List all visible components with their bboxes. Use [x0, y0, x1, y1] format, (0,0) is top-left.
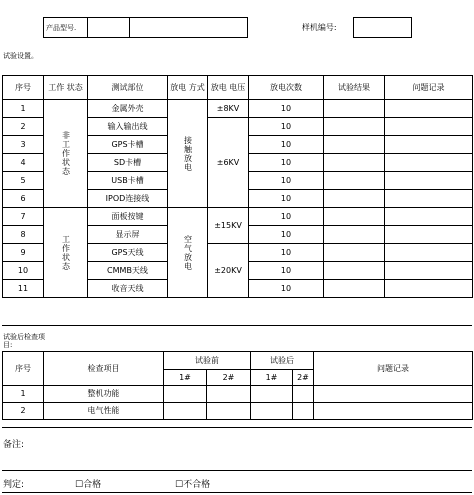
col2-before: 试验前 [164, 352, 251, 370]
check-cell[interactable] [207, 403, 251, 420]
row-count: 10 [249, 100, 324, 118]
row-result[interactable] [324, 262, 385, 280]
col-state: 工作 状态 [44, 76, 88, 100]
row-count: 10 [249, 280, 324, 298]
row-no: 8 [3, 226, 44, 244]
check-record[interactable] [314, 403, 473, 420]
product-model-value[interactable] [88, 18, 130, 38]
row-count: 10 [249, 244, 324, 262]
check-record[interactable] [314, 386, 473, 403]
col2-after: 试验后 [251, 352, 314, 370]
row-count: 10 [249, 136, 324, 154]
row-part: 收音天线 [88, 280, 168, 298]
row-result[interactable] [324, 118, 385, 136]
row-part: IPOD连接线 [88, 190, 168, 208]
row-result[interactable] [324, 226, 385, 244]
row-no: 7 [3, 208, 44, 226]
row-part: SD卡槽 [88, 154, 168, 172]
voltage-20kv: ±20KV [208, 244, 249, 298]
col-part: 测试部位 [88, 76, 168, 100]
check-cell[interactable] [251, 386, 293, 403]
row-no: 6 [3, 190, 44, 208]
row-result[interactable] [324, 280, 385, 298]
col2-record: 问题记录 [314, 352, 473, 386]
row-record[interactable] [385, 100, 473, 118]
voltage-15kv: ±15KV [208, 208, 249, 244]
before-2: 2# [207, 370, 251, 386]
check-no: 2 [3, 403, 44, 420]
row-part: GPS天线 [88, 244, 168, 262]
check-cell[interactable] [164, 386, 207, 403]
check-cell[interactable] [207, 386, 251, 403]
after-1: 1# [251, 370, 293, 386]
row-record[interactable] [385, 154, 473, 172]
test-table [2, 75, 473, 298]
col-voltage: 放电 电压 [208, 76, 249, 100]
row-record[interactable] [385, 136, 473, 154]
sample-no-label: 样机编号: [301, 22, 337, 32]
col-record: 问题记录 [385, 76, 473, 100]
row-count: 10 [249, 118, 324, 136]
row-record[interactable] [385, 262, 473, 280]
col-no: 序号 [3, 76, 44, 100]
row-count: 10 [249, 172, 324, 190]
divider [2, 470, 472, 471]
col-result: 试验结果 [324, 76, 385, 100]
row-record[interactable] [385, 172, 473, 190]
check-cell[interactable] [293, 386, 314, 403]
method-contact: 接触放电 [183, 135, 193, 172]
section2-title: 试验后检查项目: [3, 333, 45, 349]
row-part: USB卡槽 [88, 172, 168, 190]
row-no: 3 [3, 136, 44, 154]
row-part: 金属外壳 [88, 100, 168, 118]
row-count: 10 [249, 262, 324, 280]
row-result[interactable] [324, 190, 385, 208]
divider [2, 427, 472, 428]
row-no: 5 [3, 172, 44, 190]
before-1: 1# [164, 370, 207, 386]
section1-title: 试验设置。 [3, 52, 38, 60]
remarks-label: 备注: [3, 440, 25, 450]
row-count: 10 [249, 190, 324, 208]
divider [2, 492, 472, 493]
row-record[interactable] [385, 280, 473, 298]
row-part: GPS卡槽 [88, 136, 168, 154]
verdict-label: 判定: [3, 480, 25, 490]
row-no: 9 [3, 244, 44, 262]
check-cell[interactable] [164, 403, 207, 420]
row-no: 4 [3, 154, 44, 172]
col-count: 放电次数 [249, 76, 324, 100]
row-count: 10 [249, 208, 324, 226]
col2-item: 检查项目 [44, 352, 164, 386]
check-item: 电气性能 [44, 403, 164, 420]
row-no: 1 [3, 100, 44, 118]
row-result[interactable] [324, 208, 385, 226]
row-no: 2 [3, 118, 44, 136]
row-record[interactable] [385, 118, 473, 136]
pass-checkbox[interactable]: ☐合格 [75, 480, 102, 490]
check-cell[interactable] [251, 403, 293, 420]
row-result[interactable] [324, 100, 385, 118]
fail-checkbox[interactable]: ☐不合格 [175, 480, 211, 490]
row-part: 面板按键 [88, 208, 168, 226]
row-part: 输入输出线 [88, 118, 168, 136]
row-record[interactable] [385, 208, 473, 226]
check-item: 整机功能 [44, 386, 164, 403]
row-record[interactable] [385, 190, 473, 208]
row-no: 11 [3, 280, 44, 298]
row-result[interactable] [324, 172, 385, 190]
header-table [43, 17, 412, 38]
check-table [2, 351, 473, 420]
divider [2, 325, 472, 326]
row-part: CMMB天线 [88, 262, 168, 280]
after-2: 2# [293, 370, 314, 386]
method-air: 空气放电 [183, 234, 193, 271]
col-method: 放电 方式 [168, 76, 208, 100]
row-result[interactable] [324, 136, 385, 154]
product-model-label: 产品型号. [44, 18, 88, 38]
row-count: 10 [249, 154, 324, 172]
row-record[interactable] [385, 244, 473, 262]
row-part: 显示屏 [88, 226, 168, 244]
col2-no: 序号 [3, 352, 44, 386]
row-result[interactable] [324, 244, 385, 262]
check-cell[interactable] [293, 403, 314, 420]
row-record[interactable] [385, 226, 473, 244]
check-no: 1 [3, 386, 44, 403]
state-non-working: 非工作状态 [61, 131, 71, 176]
row-no: 10 [3, 262, 44, 280]
voltage-6kv: ±6KV [208, 118, 249, 208]
voltage-8kv: ±8KV [208, 100, 249, 118]
row-result[interactable] [324, 154, 385, 172]
state-working: 工作状态 [61, 234, 71, 271]
row-count: 10 [249, 226, 324, 244]
header-blank [130, 18, 248, 38]
sample-no-value[interactable] [354, 18, 412, 38]
